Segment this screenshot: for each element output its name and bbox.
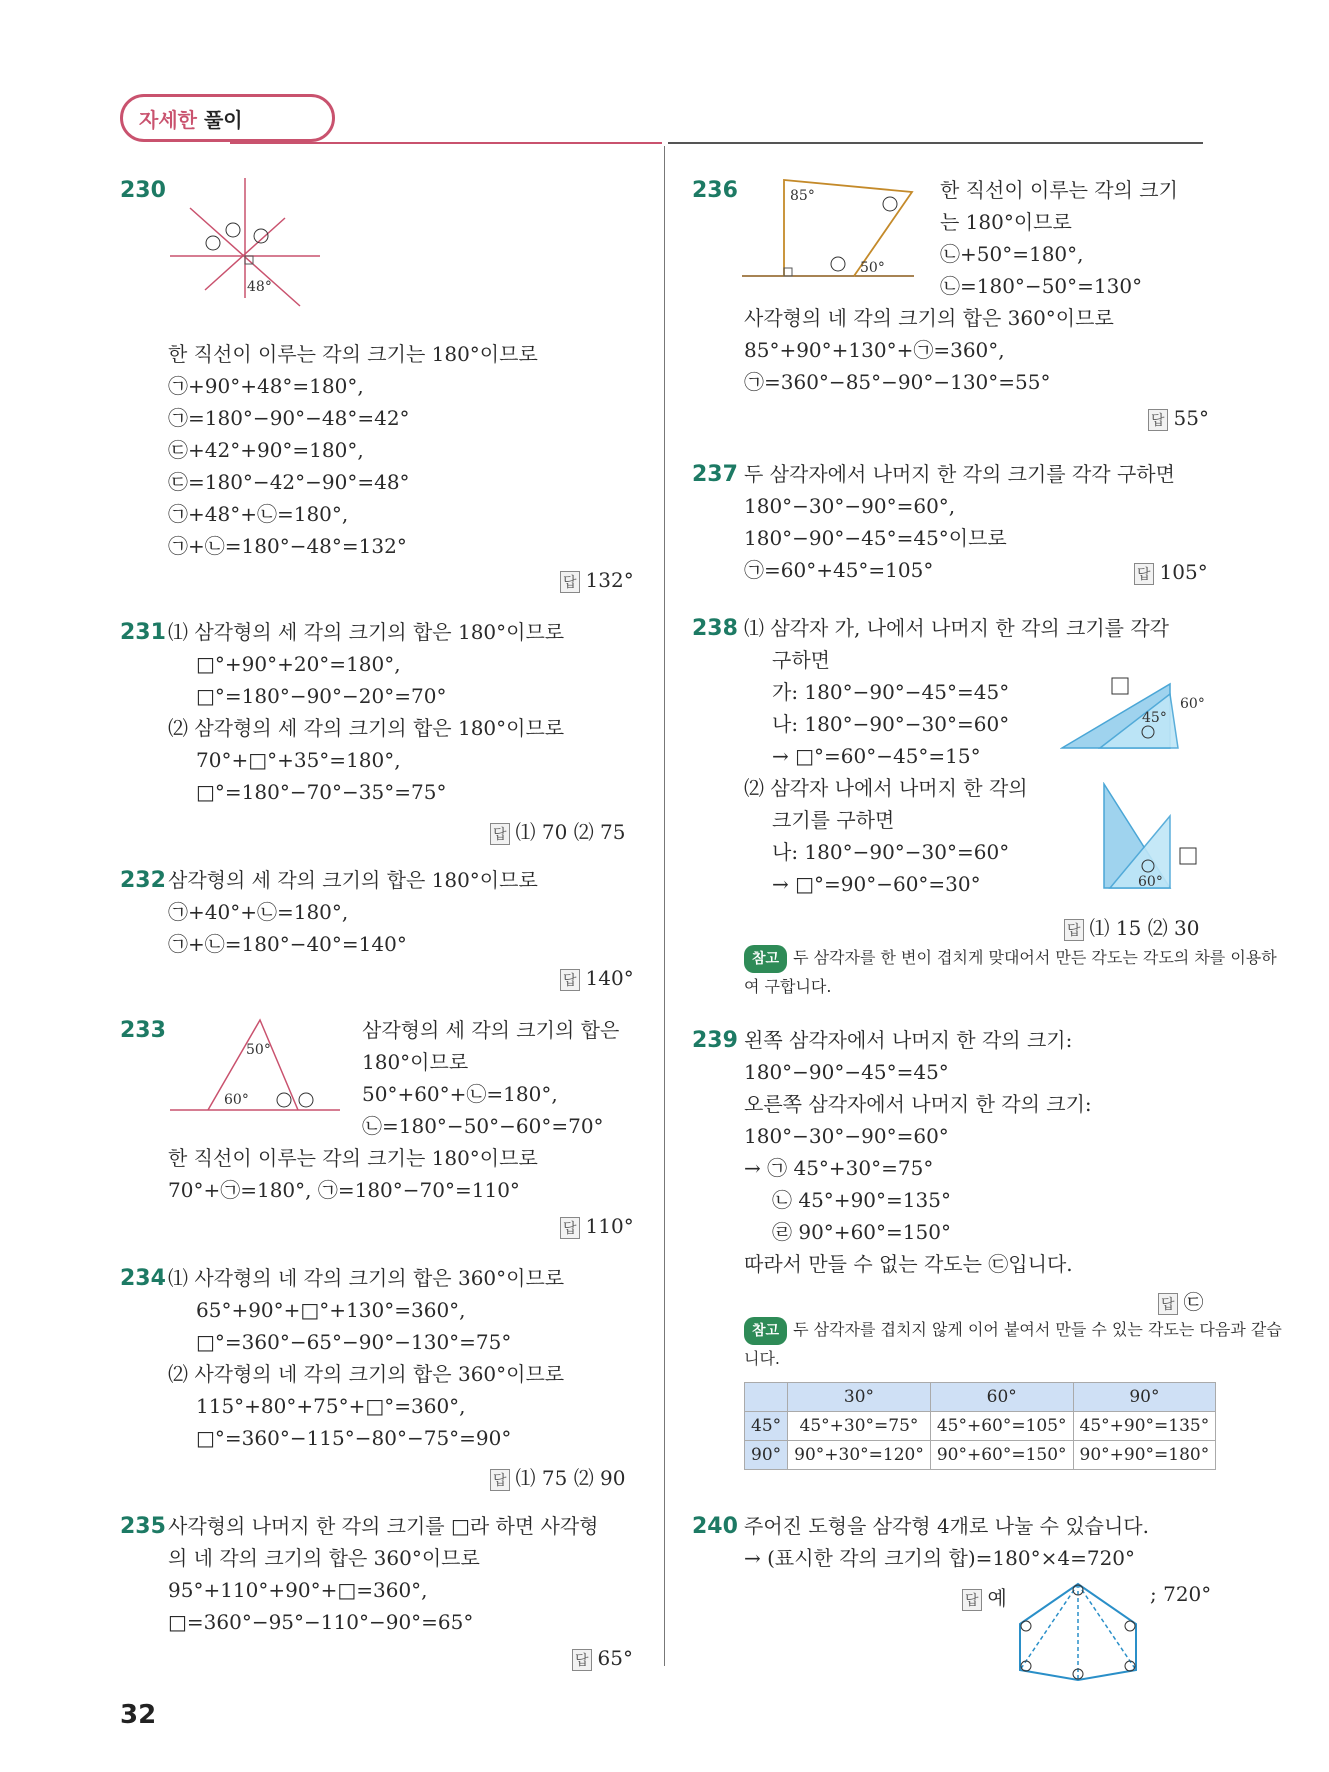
text-line: → ㉠ 45°+30°=75° [744,1156,934,1180]
answer-text: 132° [585,568,634,592]
answer-mark: 답 [490,1469,510,1491]
text-line: 삼각형의 세 각의 크기의 합은 [362,1018,620,1042]
figure-233-left-angle: 60° [224,1092,249,1108]
answer-mark: 답 [490,823,510,845]
text-line: ⑵ 삼각형의 세 각의 크기의 합은 180°이므로 [168,716,565,740]
text-line: → (표시한 각의 크기의 합)=180°×4=720° [744,1546,1136,1570]
text-line: □°=180°−70°−35°=75° [196,780,447,804]
text-line: 는 180°이므로 [940,210,1072,234]
note-text: 두 삼각자를 한 변이 겹치게 맞대어서 만든 각도는 각도의 차를 이용하여 구합니다. [744,948,1277,996]
problem-number: 239 [692,1028,738,1053]
text-line: ㉠+㉡=180°−40°=140° [168,932,407,956]
text-line: □=360°−95°−110°−90°=65° [168,1610,474,1634]
text-line: ㉠+90°+48°=180°, [168,374,364,398]
figure-236-angle-b: 50° [860,260,885,276]
text-line: ㉡=180°−50°−60°=70° [362,1114,604,1138]
text-line: 180°이므로 [362,1050,469,1074]
text-line: 의 네 각의 크기의 합은 360°이므로 [168,1546,480,1570]
figure-233-triangle [168,1012,348,1112]
note-238 [744,944,1284,1001]
text-line: 사각형의 네 각의 크기의 합은 360°이므로 [744,306,1114,330]
problem-number: 237 [692,462,738,487]
text-line: 따라서 만들 수 없는 각도는 ㉢입니다. [744,1252,1073,1276]
text-line: 180°−30°−90°=60° [744,1124,949,1148]
text-line: 가: 180°−90°−45°=45° [772,680,1010,704]
text-line: 왼쪽 삼각자에서 나머지 한 각의 크기: [744,1028,1073,1052]
text-line: 한 직선이 이루는 각의 크기는 180°이므로 [168,342,538,366]
text-line: □°=360°−115°−80°−75°=90° [196,1426,512,1450]
text-line: ⑴ 사각형의 네 각의 크기의 합은 360°이므로 [168,1266,565,1290]
section-title [139,104,243,133]
answer-mark: 답 [962,1589,982,1611]
figure-238-set-squares-1 [1060,676,1210,756]
answer-mark: 답 [1134,563,1154,585]
answer-text: ㉢ [1183,1290,1204,1314]
note-tag: 참고 [744,1317,787,1345]
text-line: ⑵ 사각형의 네 각의 크기의 합은 360°이므로 [168,1362,565,1386]
answer-234 [490,1462,626,1491]
text-line: ㉣ 90°+60°=150° [772,1220,951,1244]
text-line: 나: 180°−90°−30°=60° [772,840,1010,864]
text-line: 70°+□°+35°=180°, [196,748,401,772]
answer-mark: 답 [560,1217,580,1239]
answer-text: 55° [1173,406,1209,430]
text-line: ㉠+㉡=180°−48°=132° [168,534,407,558]
answer-232 [560,966,634,991]
table-header-cell: 30° [788,1383,931,1412]
text-line: 구하면 [772,648,830,672]
problem-number: 231 [120,620,166,645]
problem-number: 234 [120,1266,166,1291]
answer-235 [572,1646,633,1671]
text-line: 70°+㉠=180°, ㉠=180°−70°=110° [168,1178,520,1202]
text-line: 180°−90°−45°=45° [744,1060,949,1084]
text-line: 삼각형의 세 각의 크기의 합은 180°이므로 [168,868,538,892]
header-rule-left [230,142,662,144]
text-line: 나: 180°−90°−30°=60° [772,712,1010,736]
table-cell: 45°+60°=105° [930,1412,1073,1441]
answer-233 [560,1214,634,1239]
text-line: 180°−30°−90°=60°, [744,494,956,518]
text-line: ㉡ 45°+90°=135° [772,1188,951,1212]
table-cell: 90°+90°=180° [1073,1441,1216,1470]
figure-238-angle-a: 60° [1180,696,1205,712]
text-line: ⑵ 삼각자 나에서 나머지 한 각의 [744,776,1028,800]
text-line: □°+90°+20°=180°, [196,652,401,676]
answer-mark: 답 [1064,919,1084,941]
section-header [120,94,335,142]
answer-mark: 답 [560,969,580,991]
note-239 [744,1316,1284,1373]
text-line: → □°=90°−60°=30° [772,872,981,896]
text-line: ㉠=60°+45°=105° [744,558,934,582]
text-line: ㉡+50°=180°, [940,242,1084,266]
answer-text: 110° [585,1214,634,1238]
answer-text: ⑴ 70 ⑵ 75 [515,820,626,844]
figure-238-angle-c: 60° [1138,874,1163,890]
text-line: 65°+90°+□°+130°=360°, [196,1298,466,1322]
table-cell: 45°+90°=135° [1073,1412,1216,1441]
text-line: □°=180°−90°−20°=70° [196,684,447,708]
answer-239 [1158,1286,1204,1315]
answer-text: ⑴ 15 ⑵ 30 [1089,916,1200,940]
text-line: ㉠=180°−90°−48°=42° [168,406,410,430]
answer-230 [560,568,634,593]
figure-236-quadrilateral [742,172,922,282]
answer-mark: 답 [1158,1293,1178,1315]
problem-number: 236 [692,178,738,203]
figure-230-intersecting-lines [165,178,325,308]
table-header-cell [745,1383,788,1412]
answer-prefix: 예 [987,1586,1007,1610]
problem-number: 240 [692,1514,738,1539]
note-tag: 참고 [744,945,787,973]
table-row-header: 90° [745,1441,788,1470]
angle-sum-table [744,1382,1216,1470]
answer-236 [1148,406,1209,431]
problem-number: 230 [120,178,166,203]
text-line: 오른쪽 삼각자에서 나머지 한 각의 크기: [744,1092,1092,1116]
text-line: ㉡=180°−50°=130° [940,274,1143,298]
table-row [745,1412,1216,1441]
table-header-row [745,1383,1216,1412]
text-line: 50°+60°+㉡=180°, [362,1082,558,1106]
text-line: ㉢+42°+90°=180°, [168,438,364,462]
answer-text: 140° [585,966,634,990]
answer-mark: 답 [560,571,580,593]
table-header-cell: 90° [1073,1383,1216,1412]
figure-238-set-squares-2 [1090,782,1210,892]
text-line: 주어진 도형을 삼각형 4개로 나눌 수 있습니다. [744,1514,1149,1538]
text-line: ㉢=180°−42°−90°=48° [168,470,410,494]
answer-text: ⑴ 75 ⑵ 90 [515,1466,626,1490]
table-cell: 45°+30°=75° [788,1412,931,1441]
text-line: ㉠+48°+㉡=180°, [168,502,349,526]
section-title-rest: 풀이 [203,108,243,132]
table-row [745,1441,1216,1470]
figure-238-angle-b: 45° [1142,710,1167,726]
column-divider [664,146,665,1666]
text-line: → □°=60°−45°=15° [772,744,981,768]
text-line: 95°+110°+90°+□=360°, [168,1578,428,1602]
problem-number: 232 [120,868,166,893]
section-title-accent: 자세한 [139,108,197,132]
text-line: 사각형의 나머지 한 각의 크기를 □라 하면 사각형 [168,1514,599,1538]
problem-number: 235 [120,1514,166,1539]
answer-text: 105° [1159,560,1208,584]
figure-230-angle-label: 48° [247,279,272,295]
table-header-cell: 60° [930,1383,1073,1412]
text-line: 85°+90°+130°+㉠=360°, [744,338,1005,362]
answer-237 [1134,560,1208,585]
text-line: □°=360°−65°−90°−130°=75° [196,1330,512,1354]
answer-mark: 답 [572,1649,592,1671]
note-text: 두 삼각자를 겹치지 않게 이어 붙여서 만들 수 있는 각도는 다음과 같습니다. [744,1320,1282,1368]
answer-text: 65° [597,1646,633,1670]
text-line: 크기를 구하면 [772,808,895,832]
answer-240 [962,1582,1007,1611]
answer-231 [490,816,626,845]
text-line: ⑴ 삼각형의 세 각의 크기의 합은 180°이므로 [168,620,565,644]
answer-mark: 답 [1148,409,1168,431]
text-line: 180°−90°−45°=45°이므로 [744,526,1007,550]
figure-236-angle-a: 85° [790,188,815,204]
text-line: 두 삼각자에서 나머지 한 각의 크기를 각각 구하면 [744,462,1175,486]
text-line: 115°+80°+75°+□°=360°, [196,1394,466,1418]
table-row-header: 45° [745,1412,788,1441]
answer-238 [1064,912,1200,941]
table-cell: 90°+30°=120° [788,1441,931,1470]
text-line: 한 직선이 이루는 각의 크기 [940,178,1178,202]
text-line: ⑴ 삼각자 가, 나에서 나머지 한 각의 크기를 각각 [744,616,1169,640]
page-number: 32 [120,1700,157,1730]
text-line: ㉠=360°−85°−90°−130°=55° [744,370,1051,394]
figure-240-hexagon [1010,1580,1146,1684]
answer-240-value: ; 720° [1150,1582,1212,1606]
problem-number: 238 [692,616,738,641]
text-line: 한 직선이 이루는 각의 크기는 180°이므로 [168,1146,538,1170]
figure-233-top-angle: 50° [246,1042,271,1058]
table-cell: 90°+60°=150° [930,1441,1073,1470]
header-rule-right [668,142,1203,144]
text-line: ㉠+40°+㉡=180°, [168,900,349,924]
problem-number: 233 [120,1018,166,1043]
